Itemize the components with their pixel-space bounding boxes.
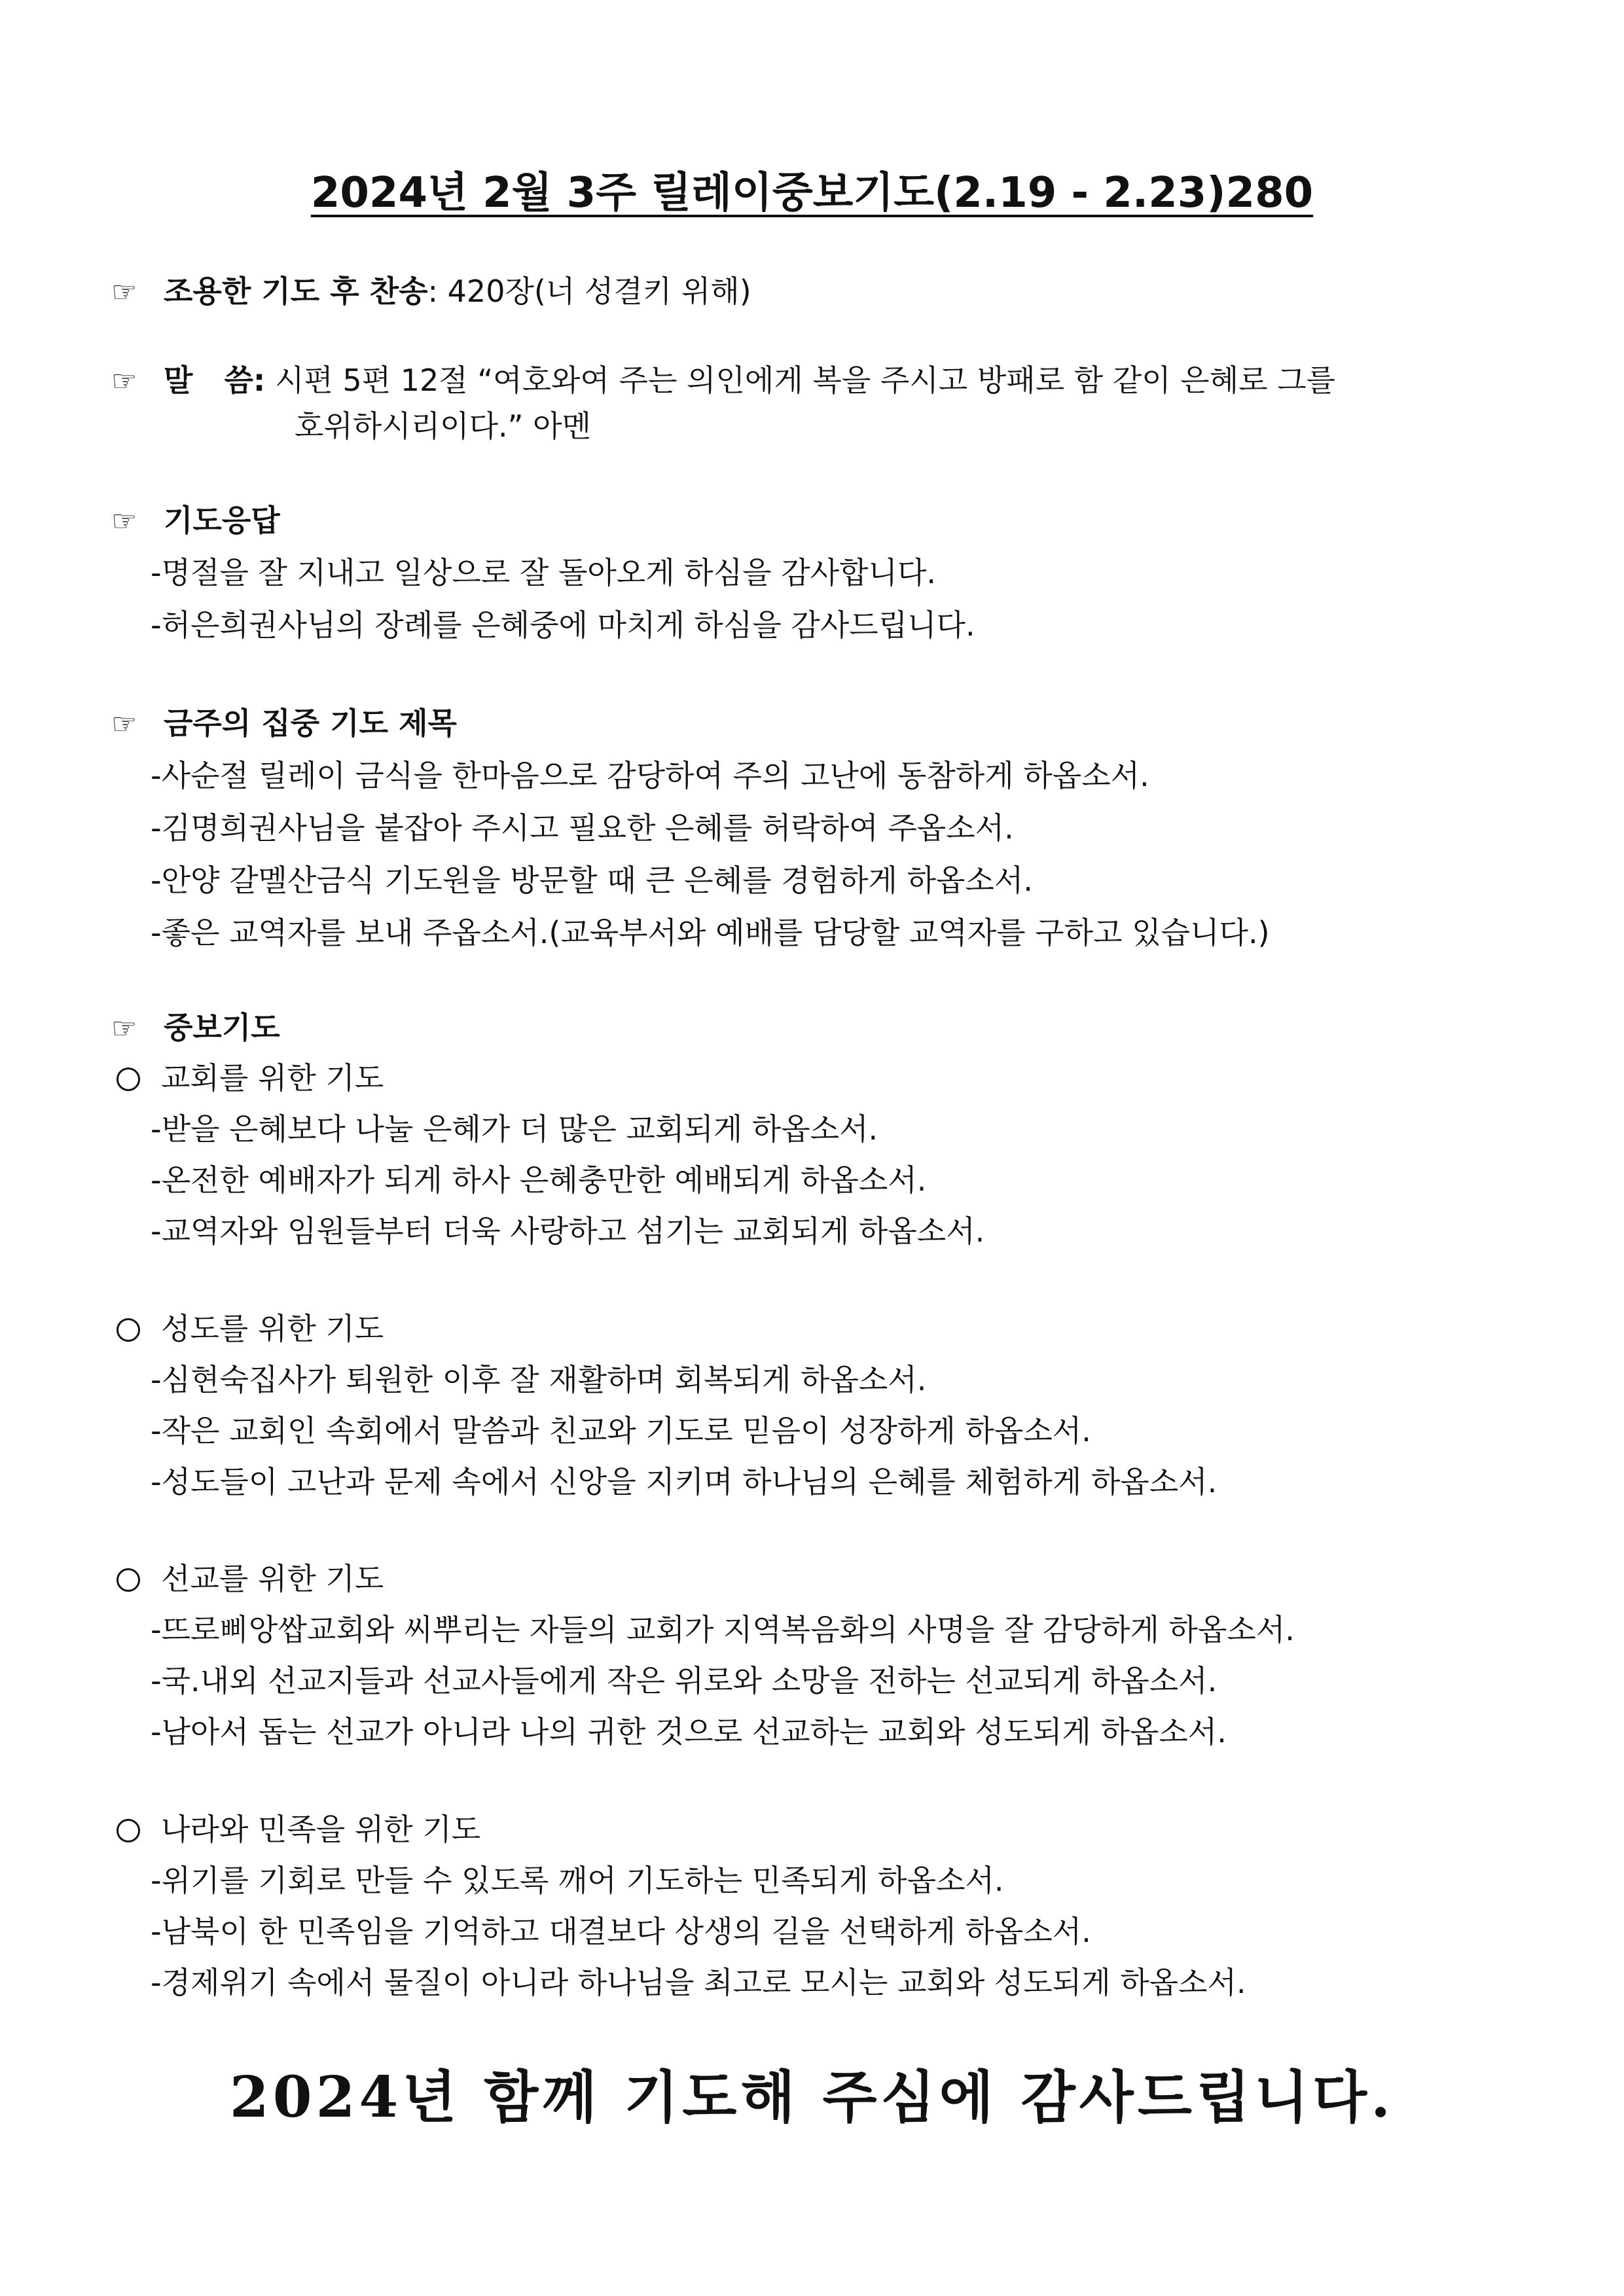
hymn-line [111,268,751,315]
list-item: -경제위기 속에서 물질이 아니라 하나님을 최고로 모시는 교회와 성도되게 하옵소서. [151,1965,1246,2000]
list-item: -교역자와 임원들부터 더욱 사랑하고 섬기는 교회되게 하옵소서. [151,1213,985,1249]
list-item: -받을 은혜보다 나눌 은혜가 더 많은 교회되게 하옵소서. [151,1111,878,1147]
group-heading-church: 교회를 위한 기도 [117,1055,384,1101]
hymn-text: : 420장(너 성결키 위해) [427,274,751,309]
focus-heading: ☞ 금주의 집중 기도 제목 [111,700,457,747]
circle-bullet-icon [117,1318,140,1342]
circle-bullet-icon [117,1819,140,1842]
pointing-hand-icon: ☞ [111,1012,137,1045]
hymn-label: 조용한 기도 후 찬송 [164,274,428,309]
list-item: -작은 교회인 속회에서 말씀과 친교와 기도로 믿음이 성장하게 하옵소서. [151,1413,1091,1448]
list-item: -남아서 돕는 선교가 아니라 나의 귀한 것으로 선교하는 교회와 성도되게 하옵소서. [151,1714,1227,1749]
answers-heading: ☞ 기도응답 [111,497,280,545]
scripture-text-line1: 시편 5편 12절 “여호와여 주는 의인에게 복을 주시고 방패로 함 같이 은혜로 그를 [274,363,1336,398]
group-heading-members: 성도를 위한 기도 [117,1306,384,1352]
closing-message: 2024년 함께 기도해 주심에 감사드립니다. [229,2064,1395,2130]
list-item: -허은희권사님의 장례를 은혜중에 마치게 하심을 감사드립니다. [151,607,975,643]
list-item: -뜨로삐앙쌉교회와 씨뿌리는 자들의 교회가 지역복음화의 사명을 잘 감당하게 하옵소서. [151,1612,1295,1647]
scripture-line [111,357,1335,404]
list-item: -심현숙집사가 퇴원한 이후 잘 재활하며 회복되게 하옵소서. [151,1362,927,1397]
pointing-hand-icon: ☞ [111,276,137,309]
page-title: 2024년 2월 3주 릴레이중보기도(2.19 - 2.23)280 [310,169,1314,217]
list-item: -온전한 예배자가 되게 하사 은혜충만한 예배되게 하옵소서. [151,1162,927,1198]
group-heading-mission: 선교를 위한 기도 [117,1556,384,1602]
list-item: -안양 갈멜산금식 기도원을 방문할 때 큰 은혜를 경험하게 하옵소서. [151,863,1033,898]
scripture-text-line2: 호위하시리이다.” 아멘 [295,408,591,444]
pointing-hand-icon: ☞ [111,505,137,538]
list-item: -국.내외 선교지들과 선교사들에게 작은 위로와 소망을 전하는 선교되게 하옵소서. [151,1663,1218,1698]
list-item: -좋은 교역자를 보내 주옵소서.(교육부서와 예배를 담당할 교역자를 구하고 있습니다.) [151,915,1270,950]
intercession-heading: ☞ 중보기도 [111,1005,280,1052]
list-item: -위기를 기회로 만들 수 있도록 깨어 기도하는 민족되게 하옵소서. [151,1863,1004,1898]
list-item: -성도들이 고난과 문제 속에서 신앙을 지키며 하나님의 은혜를 체험하게 하옵소서. [151,1464,1218,1499]
circle-bullet-icon [117,1568,140,1592]
scripture-label: 말 씀: [164,363,266,398]
list-item: -남북이 한 민족임을 기억하고 대결보다 상생의 길을 선택하게 하옵소서. [151,1914,1091,1949]
list-item: -김명희권사님을 붙잡아 주시고 필요한 은혜를 허락하여 주옵소서. [151,810,1014,846]
group-heading-nation: 나라와 민족을 위한 기도 [117,1806,480,1852]
list-item: -사순절 릴레이 금식을 한마음으로 감당하여 주의 고난에 동참하게 하옵소서. [151,758,1149,793]
pointing-hand-icon: ☞ [111,708,137,741]
list-item: -명절을 잘 지내고 일상으로 잘 돌아오게 하심을 감사합니다. [151,555,937,590]
circle-bullet-icon [117,1067,140,1091]
pointing-hand-icon: ☞ [111,365,137,398]
